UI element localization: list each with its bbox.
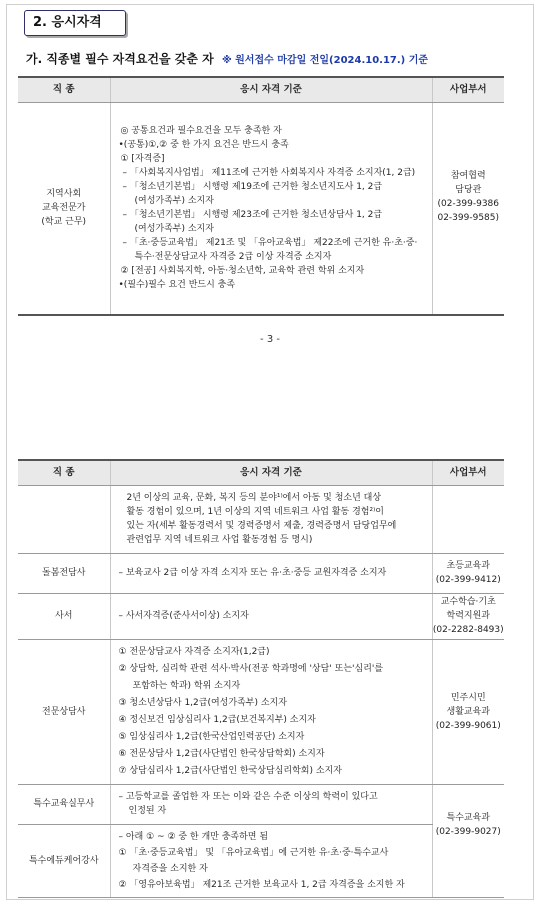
dept-line: 민주시민 (450, 692, 486, 703)
dept-cell (432, 485, 504, 553)
dept-cell (432, 784, 504, 897)
dept-line: 02-399-9585) (437, 212, 500, 223)
criteria-cell (110, 102, 432, 315)
table-row (18, 784, 504, 824)
criteria-line: 포함하는 학과) 학위 소지자 (132, 680, 241, 691)
dept-line: 초등교육과 (446, 561, 490, 571)
criteria-line: – 「사회복지사업법」 제11조에 근거한 사회복지사 자격증 소지자(1, 2급) (122, 168, 416, 179)
criteria-line: ② 상담학, 심리학 관련 석사·박사(전공 학과명에 '상담' 또는'심리'를 (118, 663, 384, 674)
criteria-line: – 「초·중등교육법」 제21조 및 「유아교육법」 제22조에 근거한 유·초·중· (122, 238, 418, 249)
header-job: 직 종 (18, 77, 110, 102)
criteria-line: 2년 이상의 교육, 문화, 복지 등의 분야¹⁾에서 아동 및 청소년 대상 (126, 493, 382, 503)
subtitle-text: 가. 직종별 필수 자격요건을 갖춘 자 (26, 52, 214, 66)
dept-line: 특수교육과 (446, 812, 490, 823)
criteria-line: 있는 자(세부 활동경력서 및 경력증명서 제출, 경력증명서 담당업무에 (126, 521, 397, 531)
criteria-cell (110, 639, 432, 784)
section-title: 2. 응시자격 (24, 10, 126, 36)
table-header-row (18, 460, 504, 485)
table-row (18, 639, 504, 784)
job-cell: 특수교육실무사 (18, 784, 110, 824)
dept-line: 참여협력 (450, 170, 486, 181)
criteria-line: ④ 정신보건 임상심리사 1,2급(보건복지부) 소지자 (118, 714, 316, 725)
criteria-line: ③ 청소년상담사 1,2급(여성가족부) 소지자 (118, 697, 287, 708)
criteria-cell (110, 485, 432, 553)
table-header-row (18, 77, 504, 102)
criteria-line: ⑦ 상담심리사 1,2급(사단법인 한국상담심리학회) 소지자 (118, 765, 342, 776)
qualification-table-2 (18, 459, 504, 898)
criteria-cell: – 보육교사 2급 이상 자격 소지자 또는 유·초·중등 교원자격증 소지자 (110, 553, 432, 593)
criteria-line: •(필수)필수 요건 반드시 충족 (118, 280, 236, 291)
criteria-line: – 고등학교를 졸업한 자 또는 이와 같은 수준 이상의 학력이 있다고 (118, 792, 378, 802)
criteria-line: ② 「영유아보육법」 제21조 근거한 보육교사 1, 2급 자격증을 소지한 자 (118, 879, 405, 890)
criteria-line: 인정된 자 (128, 806, 167, 816)
header-dept: 사업부서 (432, 460, 504, 485)
dept-line: (02-399-9027) (435, 826, 501, 837)
dept-cell (432, 553, 504, 593)
subtitle (26, 50, 428, 67)
criteria-line: – 「청소년기본법」 시행령 제19조에 근거한 청소년지도사 1, 2급 (122, 182, 383, 193)
criteria-cell (110, 824, 432, 897)
criteria-line: ① 전문상담교사 자격증 소지자(1,2급) (118, 646, 270, 657)
table-row (18, 102, 504, 315)
job-cell: 돌봄전담사 (18, 553, 110, 593)
dept-line: (02-399-9061) (435, 720, 501, 731)
dept-cell (432, 593, 504, 639)
job-cell (18, 102, 110, 315)
dept-line: (02-399-9412) (435, 575, 501, 585)
dept-line: (02-399-9386 (437, 198, 500, 209)
criteria-line: •(공통)①,② 중 한 가지 요건은 반드시 충족 (118, 140, 289, 151)
job-cell (18, 485, 110, 553)
criteria-line: ① [자격증] (120, 154, 165, 165)
job-cell: 특수에듀케어강사 (18, 824, 110, 897)
criteria-line: ◎ 공통요건과 필수요건을 모두 충족한 자 (120, 126, 282, 137)
criteria-cell (110, 784, 432, 824)
table-row (18, 824, 504, 897)
job-cell: 전문상담사 (18, 639, 110, 784)
criteria-line: 활동 경험이 있으며, 1년 이상의 지역 네트워크 사업 활동 경험²⁾이 (126, 507, 385, 517)
criteria-line: – 「청소년기본법」 시행령 제23조에 근거한 청소년상담사 1, 2급 (122, 210, 383, 221)
dept-line: 생활교육과 (446, 706, 490, 717)
criteria-cell: – 사서자격증(준사서이상) 소지자 (110, 593, 432, 639)
header-job: 직 종 (18, 460, 110, 485)
criteria-line: (여성가족부) 소지자 (134, 224, 214, 235)
criteria-line: ② [전공] 사회복지학, 아동·청소년학, 교육학 관련 학위 소지자 (120, 266, 365, 277)
job-line: 교육전문가 (42, 203, 86, 214)
dept-cell (432, 102, 504, 315)
table-row (18, 593, 504, 639)
table-row (18, 553, 504, 593)
criteria-line: (여성가족부) 소지자 (134, 196, 214, 207)
subtitle-note: ※ 원서접수 마감일 전일(2024.10.17.) 기준 (221, 55, 429, 66)
qualification-table-1 (18, 76, 504, 316)
header-criteria: 응시 자격 기준 (110, 77, 432, 102)
page-number: - 3 - (260, 334, 280, 345)
criteria-line: 특수·전문상담교사 자격증 2급 이상 자격증 소지자 (134, 252, 332, 263)
criteria-line: ⑤ 임상심리사 1,2급(한국산업인력공단) 소지자 (118, 731, 305, 742)
job-line: 지역사회 (46, 189, 82, 200)
header-dept: 사업부서 (432, 77, 504, 102)
criteria-line: – 아래 ① ~ ② 중 한 개만 충족하면 됨 (118, 831, 269, 842)
dept-line: 담당관 (455, 184, 482, 195)
criteria-line: ⑥ 전문상담사 1,2급(사단법인 한국상담학회) 소지자 (118, 748, 325, 759)
table-row (18, 485, 504, 553)
criteria-line: 자격증을 소지한 자 (132, 863, 208, 874)
dept-cell (432, 639, 504, 784)
job-cell: 사서 (18, 593, 110, 639)
job-line: (학교 근무) (41, 217, 87, 228)
dept-line: (02-2282-8493) (432, 625, 504, 635)
dept-line: 교수학습·기초 (440, 597, 496, 607)
header-criteria: 응시 자격 기준 (110, 460, 432, 485)
dept-line: 학력지원과 (446, 611, 490, 621)
criteria-line: 관련업무 지역 네트워크 사업 활동경험 등 명시) (126, 535, 313, 545)
criteria-line: ① 「초·중등교육법」 및 「유아교육법」에 근거한 유·초·중·특수교사 (118, 847, 389, 858)
